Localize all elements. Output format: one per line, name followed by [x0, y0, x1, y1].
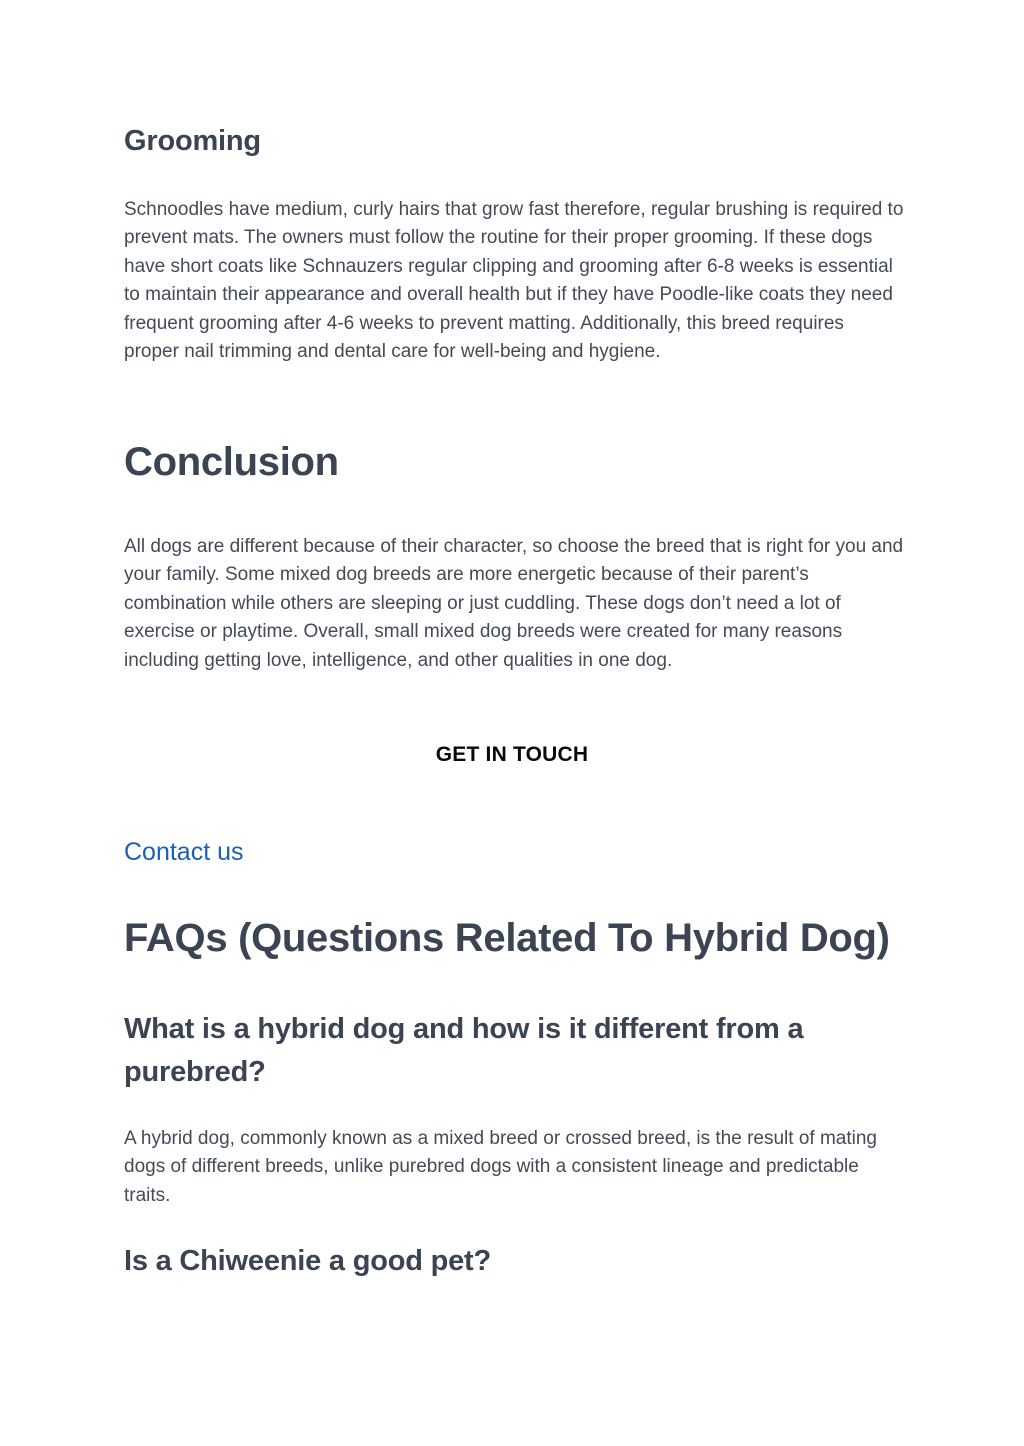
faqs-heading: FAQs (Questions Related To Hybrid Dog) — [124, 916, 890, 960]
grooming-heading: Grooming — [124, 125, 261, 157]
faq-question-2: Is a Chiweenie a good pet? — [124, 1245, 492, 1277]
conclusion-paragraph: All dogs are different because of their character, so choose the breed that is right for you and your family. Some mixed dog breeds are more energetic because of their parent’s combination while others are sleeping or just cuddling. These dogs don’t need a lot of exercise or playtime. Overall, small mixed dog breeds were created for many reasons including getting love, intelligence, and other qualities in one dog. — [124, 536, 904, 671]
contact-us-link[interactable]: Contact us — [124, 838, 244, 866]
grooming-paragraph: Schnoodles have medium, curly hairs that grow fast therefore, regular brushing is required to prevent mats. The owners must follow the routine for their proper grooming. If these dogs have short coats like Schnauzers regular clipping and grooming after 6-8 weeks is essential to maintain their appearance and overall health but if they have Poodle-like coats they need frequent grooming after 4-6 weeks to prevent matting. Additionally, this breed requires proper nail trimming and dental care for well-being and hygiene. — [124, 199, 904, 363]
get-in-touch-label: GET IN TOUCH — [435, 743, 589, 766]
faq-answer-1: A hybrid dog, commonly known as a mixed breed or crossed breed, is the result of mating dogs of different breeds, unlike purebred dogs with a consistent lineage and predictable traits. — [124, 1128, 877, 1206]
conclusion-heading: Conclusion — [124, 440, 339, 484]
faq-question-1: What is a hybrid dog and how is it different from a purebred? — [124, 1013, 804, 1088]
